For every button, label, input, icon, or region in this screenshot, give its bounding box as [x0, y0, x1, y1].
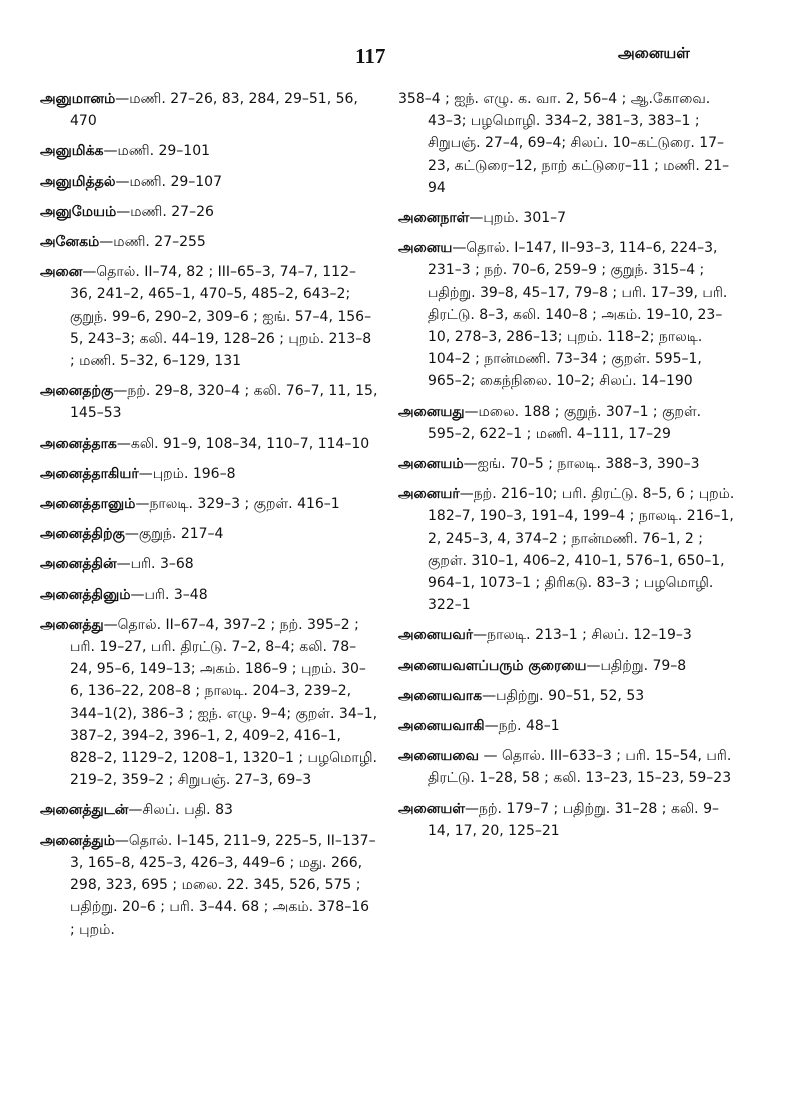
index-entry — [398, 483, 738, 616]
entry-references: —புறம். 301–7 — [469, 210, 567, 227]
index-entry — [40, 830, 378, 941]
index-entry — [40, 88, 378, 132]
entry-headword: அனையது — [398, 403, 465, 420]
entry-headword: அனையள் — [398, 800, 466, 817]
index-entry — [398, 655, 738, 677]
entry-headword: அனுமானம் — [40, 91, 116, 107]
index-entry — [398, 237, 738, 392]
entry-references: —ஐங். 70–5 ; நாலடி. 388–3, 390–3 — [463, 456, 700, 473]
index-entry — [40, 171, 378, 193]
index-entry — [40, 140, 378, 162]
entry-references: —தொல். I–147, II–93–3, 114–6, 224–3, 231–3 ; நற். 70–6, 259–9 ; குறுந். 315–4 ; பதிற்று. 39–8, 45–17, 79–8 ; பரி. 17–39, பரி. திரட்டு. 8–3, கலி. 140–8 ; அகம். 19–10, 23–10, 278–3, 286–13; புறம். 118–2; நாலடி. 104–2 ; நான்மணி. 73–34 ; குறள். 595–1, 965–2; கைந்நிலை. 10–2; சிலப். 14–190 — [428, 240, 728, 390]
entry-references: — தொல். III–633–3 ; பரி. 15–54, பரி. திரட்டு. 1–28, 58 ; கலி. 13–23, 15–23, 59–23 — [428, 748, 732, 787]
entry-references: —குறுந். 217–4 — [124, 526, 224, 543]
entry-headword: அனைத்தும் — [40, 832, 115, 849]
entry-headword: அனைநாள் — [398, 210, 470, 227]
entry-references: —தொல். II–74, 82 ; III–65–3, 74–7, 112–36, 241–2, 465–1, 470–5, 485–2, 643–2; குறுந். 99–6, 290–2, 309–6 ; ஐங். 57–4, 156–5, 243–3; கலி. 44–19, 128–26 ; புறம். 213–8 ; மணி. 5–32, 6–129, 131 — [70, 264, 372, 370]
entry-headword: அனைத்துடன் — [40, 802, 129, 819]
entry-references: —கலி. 91–9, 108–34, 110–7, 114–10 — [116, 435, 370, 452]
index-entry — [398, 88, 738, 199]
index-entry — [40, 231, 378, 253]
entry-references: —மணி. 27–26 — [116, 203, 214, 220]
index-entry — [398, 624, 738, 646]
entry-headword: அனைத்தினும் — [40, 586, 131, 603]
index-entry — [40, 493, 378, 515]
entry-references: —நற். 48–1 — [484, 718, 560, 735]
page-number: 117 — [355, 44, 386, 68]
entry-references: —மணி. 29–101 — [103, 143, 211, 160]
entry-headword: அனைத்தானும் — [40, 496, 136, 513]
entry-references: —நாலடி. 329–3 ; குறள். 416–1 — [135, 496, 340, 513]
index-entry — [398, 207, 738, 229]
index-entry — [40, 799, 378, 821]
entry-references: —மணி. 29–107 — [115, 173, 222, 190]
index-entry — [398, 401, 738, 445]
entry-references: —தொல். I–145, 211–9, 225–5, II–137–3, 165–8, 425–3, 426–3, 449–6 ; மது. 266, 298, 323, 695 ; மலை. 22. 345, 526, 575 ; பதிற்று. 20–6 ; பரி. 3–44. 68 ; அகம். 378–16 ; புறம். — [70, 832, 376, 938]
entry-headword: அனுமேயம் — [40, 203, 117, 220]
entry-references: —மணி. 27–255 — [99, 234, 206, 251]
entry-headword: அனைத்தின் — [40, 556, 117, 573]
entry-references: —மணி. 27–26, 83, 284, 29–51, 56, 470 — [70, 91, 358, 130]
entry-headword: அனேகம் — [40, 234, 100, 251]
entry-headword: அனையவளப்பரும் குரையை — [398, 657, 587, 674]
entry-references: —சிலப். பதி. 83 — [128, 802, 233, 819]
entry-headword: அனைத்தாக — [40, 435, 117, 452]
index-entry — [40, 201, 378, 223]
entry-references: —பரி. 3–48 — [130, 586, 208, 603]
index-entry — [40, 261, 378, 372]
index-entry — [40, 523, 378, 545]
running-head: அனையள் — [618, 44, 690, 62]
entry-references: —மலை. 188 ; குறுந். 307–1 ; குறள். 595–2, 622–1 ; மணி. 4–111, 17–29 — [428, 403, 702, 442]
entry-headword: அனையவாக — [398, 687, 483, 704]
index-entry — [40, 380, 378, 424]
entry-headword: அனுமிக்க — [40, 143, 104, 160]
entry-references: —நற். 29–8, 320–4 ; கலி. 76–7, 11, 15, 145–53 — [70, 383, 378, 422]
right-column — [398, 88, 738, 850]
index-entry — [40, 584, 378, 606]
entry-headword: அனையவை — [398, 748, 480, 765]
index-entry — [398, 798, 738, 842]
entry-headword: அனைதற்கு — [40, 383, 114, 400]
entry-headword: அனைத்து — [40, 616, 104, 633]
entry-headword: அனையவர் — [398, 627, 474, 644]
entry-headword: அனையவாகி — [398, 718, 485, 735]
entry-references: —பரி. 3–68 — [116, 556, 194, 573]
entry-headword: அனுமித்தல் — [40, 173, 116, 190]
index-entry — [398, 745, 738, 789]
index-entry — [40, 463, 378, 485]
entry-headword: அனைத்திற்கு — [40, 526, 125, 543]
entry-headword: அனை — [40, 264, 83, 281]
entry-references: —நாலடி. 213–1 ; சிலப். 12–19–3 — [473, 627, 692, 644]
entry-headword: அனைய — [398, 240, 453, 257]
entry-references: —தொல். II–67–4, 397–2 ; நற். 395–2 ; பரி. 19–27, பரி. திரட்டு. 7–2, 8–4; கலி. 78–24, 95–6, 149–13; அகம். 186–9 ; புறம். 30–6, 136–22, 208–8 ; நாலடி. 204–3, 239–2, 344–1(2), 386–3 ; ஐந். எழு. 9–4; குறள். 34–1, 387–2, 394–2, 396–1, 2, 409–2, 416–1, 828–2, 1129–2, 1208–1, 1320–1 ; பழமொழி. 219–2, 359–2 ; சிறுபஞ். 27–3, 69–3 — [70, 616, 378, 789]
entry-references: 358–4 ; ஐந். எழு. க. வா. 2, 56–4 ; ஆ.கோவை. 43–3; பழமொழி. 334–2, 381–3, 383–1 ; சிறுபஞ். 27–4, 69–4; சிலப். 10–கட்டுரை. 17–23, கட்டுரை–12, நாற் கட்டுரை–11 ; மணி. 21–94 — [398, 91, 730, 196]
index-entry — [398, 715, 738, 737]
left-column — [40, 88, 378, 949]
index-entry — [40, 614, 378, 792]
entry-headword: அனைத்தாகியர் — [40, 465, 139, 482]
entry-references: —புறம். 196–8 — [138, 465, 236, 482]
index-entry — [40, 433, 378, 455]
index-entry — [398, 685, 738, 707]
entry-references: —பதிற்று. 90–51, 52, 53 — [482, 687, 645, 704]
entry-references: —பதிற்று. 79–8 — [586, 657, 687, 674]
entry-headword: அனையர் — [398, 486, 460, 503]
index-entry — [398, 453, 738, 475]
entry-references: —நற். 179–7 ; பதிற்று. 31–28 ; கலி. 9–14, 17, 20, 125–21 — [428, 800, 719, 839]
index-entry — [40, 553, 378, 575]
entry-headword: அனையம் — [398, 456, 464, 473]
entry-references: —நற். 216–10; பரி. திரட்டு. 8–5, 6 ; புறம். 182–7, 190–3, 191–4, 199–4 ; நாலடி. 216–1, 2, 245–3, 4, 374–2 ; நான்மணி. 76–1, 2 ; குறள். 310–1, 406–2, 410–1, 576–1, 650–1, 964–1, 1073–1 ; திரிகடு. 83–3 ; பழமொழி. 322–1 — [428, 486, 735, 614]
